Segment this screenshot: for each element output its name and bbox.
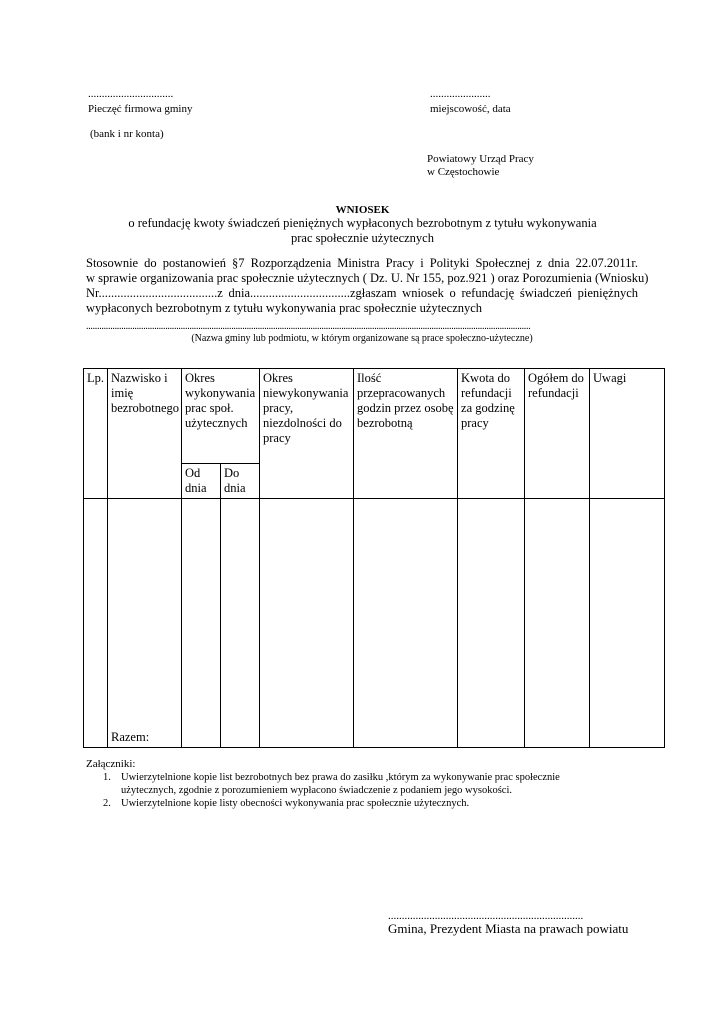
stamp-dots: ............................... [88, 88, 174, 100]
signature-dots: ....................................................................... [388, 910, 584, 922]
col-header-name: Nazwisko i imię bezrobotnego [108, 369, 182, 499]
col-header-to-date: Do dnia [221, 464, 260, 499]
cell-rate[interactable] [458, 499, 525, 748]
cell-hours[interactable] [354, 499, 458, 748]
bank-account-label: (bank i nr konta) [90, 128, 164, 140]
col-header-period: Okres wykonywania prac społ. użytecznych [182, 369, 260, 464]
col-header-notes: Uwagi [590, 369, 665, 499]
total-label: Razem: [111, 730, 150, 744]
attachments-heading: Załączniki: [86, 758, 136, 770]
col-header-total: Ogółem do refundacji [525, 369, 590, 499]
document-subtitle-line2: prac społecznie użytecznych [291, 231, 434, 245]
cell-total[interactable] [525, 499, 590, 748]
cell-absence[interactable] [260, 499, 354, 748]
attachment-2-line-1: Uwierzytelnione kopie listy obecności wykonywania prac społecznie użytecznych. [121, 798, 470, 809]
document-subtitle-line1: o refundację kwoty świadczeń pieniężnych wypłaconych bezrobotnym z tytułu wykonywania [128, 216, 597, 230]
place-date-dots: ...................... [430, 88, 491, 100]
col-header-rate: Kwota do refundacji za godzinę pracy [458, 369, 525, 499]
col-header-absence: Okres niewykonywania pracy, niezdolności do pracy [260, 369, 354, 499]
attachment-1-line-2: użytecznych, zgodnie z porozumieniem wypłacono świadczenie z podaniem jego wysokości. [121, 785, 512, 796]
stamp-label: Pieczęć firmowa gminy [88, 103, 193, 115]
body-line-2: w sprawie organizowania prac społecznie użytecznych ( Dz. U. Nr 155, poz.921 ) oraz Porozumienia (Wniosku) [86, 271, 649, 285]
recipient-office: Powiatowy Urząd Pracy [427, 153, 534, 165]
signature-label: Gmina, Prezydent Miasta na prawach powiatu [388, 921, 629, 936]
col-header-lp: Lp. [84, 369, 108, 499]
cell-notes[interactable] [590, 499, 665, 748]
cell-lp[interactable] [84, 499, 108, 748]
col-header-hours: Ilość przepracowanych godzin przez osobę bezrobotną [354, 369, 458, 499]
place-date-label: miejscowość, data [430, 103, 511, 115]
attachment-1-number: 1. [103, 772, 111, 783]
attachment-1-line-1: Uwierzytelnione kopie list bezrobotnych bez prawa do zasiłku ,którym za wykonywanie prac społecznie [121, 772, 560, 783]
body-line-1: Stosownie do postanowień §7 Rozporządzenia Ministra Pracy i Polityki Społecznej z dnia 22.07.2011r. [86, 256, 638, 270]
municipality-caption: (Nazwa gminy lub podmiotu, w którym organizowane są prace społeczno-użyteczne) [191, 333, 533, 344]
cell-from-date[interactable] [182, 499, 221, 748]
body-line-4: wypłaconych bezrobotnym z tytułu wykonywania prac społecznie użytecznych [86, 301, 483, 315]
cell-name[interactable] [108, 499, 182, 748]
attachment-2-number: 2. [103, 798, 111, 809]
recipient-city: w Częstochowie [427, 166, 500, 178]
body-line-3: Nr......................................z dnia................................zgłaszam wniosek o refundację świadczeń pieniężnych [86, 286, 638, 300]
municipality-dots: .......................................................................................................................................................................................................... [86, 321, 531, 332]
col-header-from-date: Od dnia [182, 464, 221, 499]
refund-table [83, 368, 665, 748]
cell-to-date[interactable] [221, 499, 260, 748]
document-title: WNIOSEK [335, 204, 390, 216]
